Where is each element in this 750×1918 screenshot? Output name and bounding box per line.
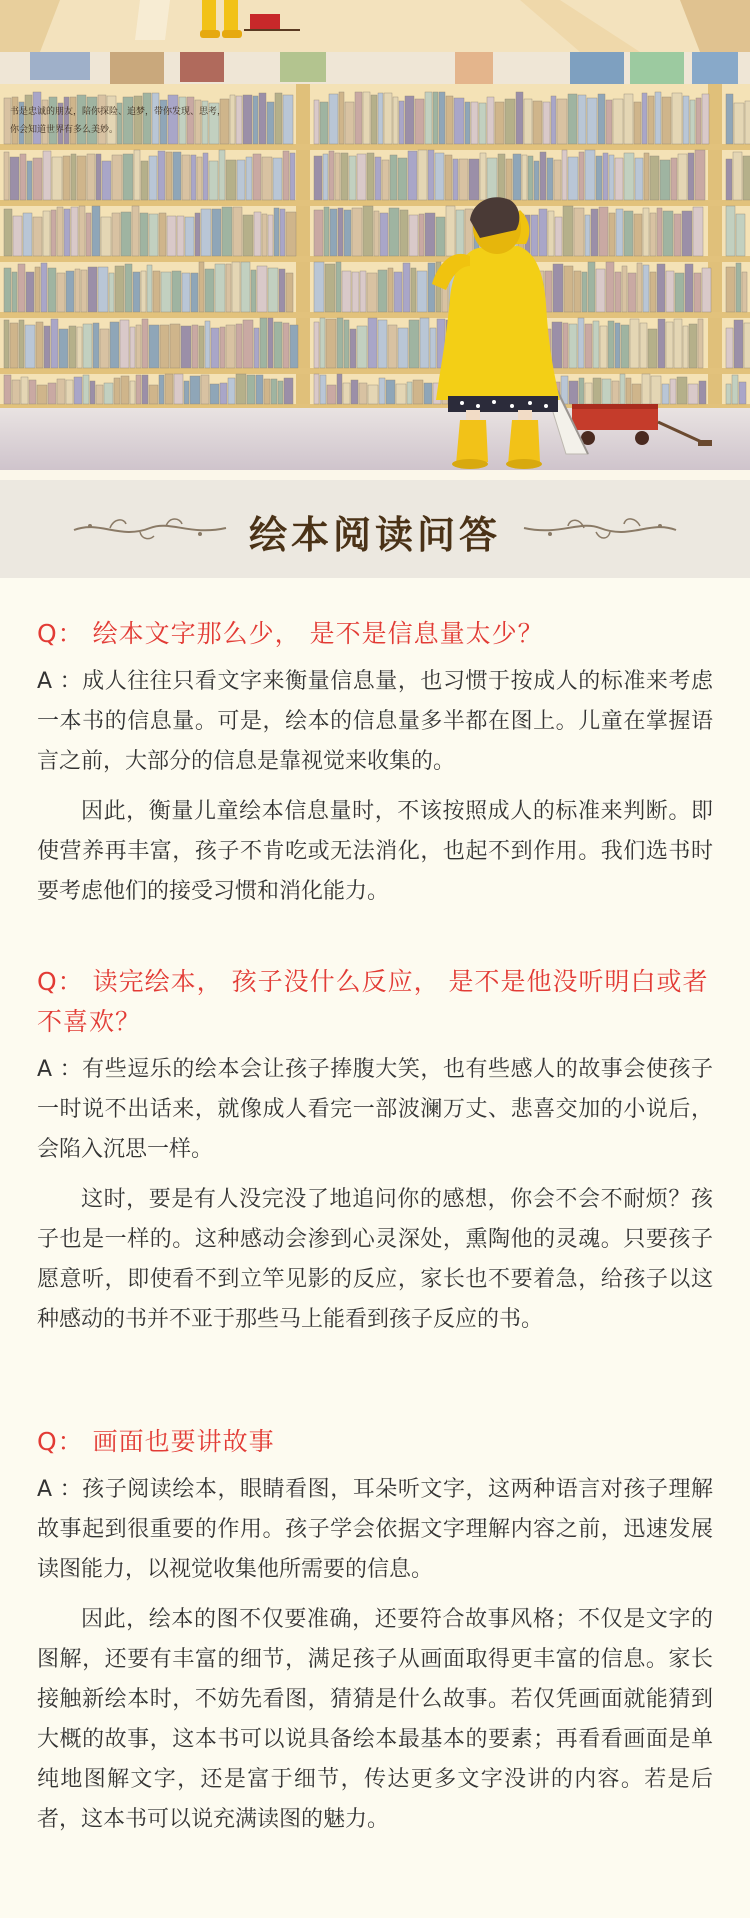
bookshelf-illustration (0, 52, 750, 470)
answer-2: A ：有些逗乐的绘本会让孩子捧腹大笑，也有些感人的故事会使孩子一时说不出话来，就像成人看完一部波澜万丈、悲喜交加的小说后，会陷入沉思一样。 (37, 1057, 713, 1162)
answer-3: A ：孩子阅读绘本，眼睛看图，耳朵听文字，这两种语言对孩子理解故事起到很重要的作用。孩子学会依据文字理解内容之前，迅速发展读图能力，以视觉收集他所需要的信息。 (37, 1477, 713, 1582)
section-gap (0, 470, 750, 480)
question-1: Q： 绘本文字那么少， 是不是信息量太少？ (37, 619, 544, 648)
illustration-caption-line1: 书是忠诚的朋友，陪你探险、追梦，带你发现、思考， (10, 107, 227, 117)
qa-title-banner (0, 480, 750, 578)
answer-1: A ：成人往往只看文字来衡量信息量，也习惯于按成人的标准来考虑一本书的信息量。可是，绘本的信息量多半都在图上。儿童在掌握语言之前，大部分的信息是靠视觉来收集的。 (37, 669, 713, 774)
paragraph-1: 因此，衡量儿童绘本信息量时，不该按照成人的标准来判断。即使营养再丰富，孩子不肯吃或无法消化，也起不到作用。我们选书时要考虑他们的接受习惯和消化能力。 (37, 799, 713, 904)
qa-item-3 (0, 1422, 750, 1840)
qa-title: 绘本阅读问答 (248, 512, 501, 557)
bookshelf-scene (0, 52, 750, 470)
book-rows (0, 92, 750, 410)
qa-item-2 (0, 962, 750, 1340)
paragraph-2: 这时，要是有人没完没了地追问你的感想，你会不会不耐烦？孩子也是一样的。这种感动会渗到心灵深处，熏陶他的灵魂。只要孩子愿意听，即使看不到立竿见影的反应，家长也不要着急，给孩子以这种感动的书并不亚于那些马上能看到孩子反应的书。 (37, 1187, 713, 1332)
previous-illustration-fragment (0, 0, 750, 52)
paragraph-3: 因此，绘本的图不仅要准确，还要符合故事风格；不仅是文字的图解，还要有丰富的细节，满足孩子从画面取得更丰富的信息。家长接触新绘本时，不妨先看图，猜猜是什么故事。若仅凭画面就能猜到大概的故事，这本书可以说具备绘本最基本的要素；再看看画面是单纯地图解文字，还是富于细节，传达更多文字没讲的内容。若是后者，这本书可以说充满读图的魅力。 (37, 1607, 713, 1832)
top-illustration-strip (0, 0, 750, 52)
qa-item-1 (0, 614, 750, 912)
question-2: Q： 读完绘本， 孩子没什么反应， 是不是他没听明白或者不喜欢？ (37, 967, 709, 1036)
right-flourish-icon (520, 514, 680, 544)
illustration-caption-line2: 你会知道世界有多么美妙。 (10, 125, 119, 135)
question-3: Q： 画面也要讲故事 (37, 1427, 275, 1456)
